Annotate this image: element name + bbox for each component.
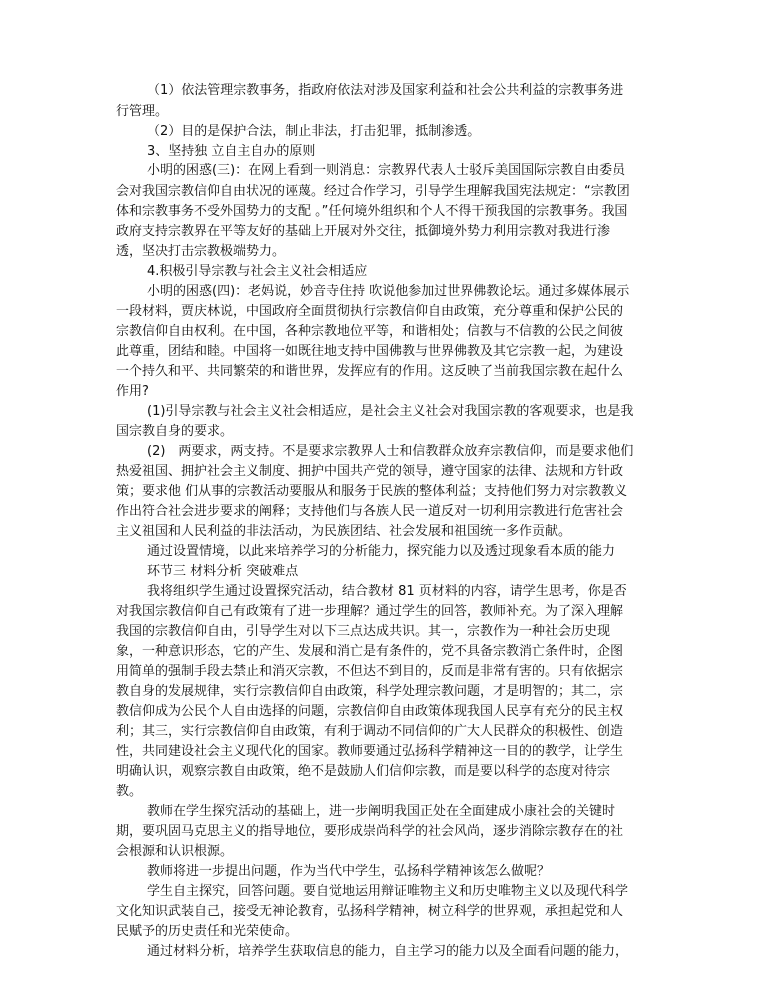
text-line: 通过设置情境，以此来培养学习的分析能力，探究能力以及透过现象看本质的能力 — [147, 544, 616, 559]
text-line: 性，共同建设社会主义现代化的国家。教师要通过弘扬科学精神这一目的的教学，让学生 — [116, 744, 624, 759]
text-line: 体和宗教事务不受外国势力的支配 。”任何境外组织和个人不得干预我国的宗教事务。我国 — [116, 204, 628, 219]
text-line: 教自身的发展规律，实行宗教信仰自由政策，科学处理宗教问题，才是明智的；其二，宗 — [116, 684, 624, 699]
text-line: 政府支持宗教界在平等友好的基础上开展对外交往，抵御境外势力利用宗教对我进行渗 — [116, 224, 611, 239]
text-line: 策；要求他 们从事的宗教活动要服从和服务于民族的整体利益；支持他们努力对宗教教义 — [116, 484, 628, 499]
text-line: （2）目的是保护合法，制止非法，打击犯罪，抵制渗透。 — [147, 124, 481, 139]
text-line: 通过材料分析，培养学生获取信息的能力，自主学习的能力以及全面看问题的能力， — [147, 944, 629, 959]
text-line: 期，要巩固马克思主义的指导地位，要形成崇尚科学的社会风尚，逐步消除宗教存在的社 — [116, 824, 624, 839]
text-line: 作用? — [116, 384, 149, 399]
text-line: 4.积极引导宗教与社会主义社会相适应 — [147, 264, 368, 279]
text-line: 教师在学生探究活动的基础上，进一步阐明我国正处在全面建成小康社会的关键时 — [147, 804, 616, 819]
text-line: 小明的困惑(三)：在网上看到一则消息：宗教界代表人士驳斥美国国际宗教自由委员 — [147, 163, 626, 178]
text-line: 民赋予的历史责任和光荣使命。 — [116, 924, 299, 939]
text-line: 利；其三，实行宗教信仰自由政策，有利于调动不同信仰的广大人民群众的积极性、创造 — [116, 724, 624, 739]
text-line: 教。 — [116, 784, 143, 799]
text-line: 会对我国宗教信仰自由状况的诬蔑。经过合作学习，引导学生理解我国宪法规定：“宗教团 — [116, 184, 630, 199]
text-line: 会根源和认识根源。 — [116, 844, 234, 859]
text-line: 宗教信仰自由权利。在中国，各种宗教地位平等，和谐相处；信教与不信教的公民之间彼 — [116, 324, 624, 339]
text-line: 国宗教自身的要求。 — [116, 424, 234, 439]
text-line: 小明的困惑(四)：老妈说，妙音寺住持 吹说他参加过世界佛教论坛。通过多媒体展示 — [147, 284, 630, 299]
text-line: 教师将进一步提出问题，作为当代中学生，弘扬科学精神该怎么做呢？ — [147, 864, 551, 879]
text-line: (1)引导宗教与社会主义社会相适应，是社会主义社会对我国宗教的客观要求，也是我 — [147, 404, 634, 419]
text-line: (2) 两要求，两支持。不是要求宗教界人士和信教群众放弃宗教信仰，而是要求他们 — [147, 444, 634, 459]
text-line: 文化知识武装自己，接受无神论教育，弘扬科学精神，树立科学的世界观，承担起党和人 — [116, 904, 624, 919]
text-line: 3、坚持独 立自主自办的原则 — [147, 144, 316, 159]
text-line: 教信仰成为公民个人自由选择的问题，宗教信仰自由政策体现我国人民享有充分的民主权 — [116, 704, 624, 719]
text-line: 作出符合社会进步要求的阐释；支持他们与各族人民一道反对一切利用宗教进行危害社会 — [116, 504, 624, 519]
text-line: 行管理。 — [116, 104, 169, 119]
text-line: 明确认识，观察宗教自由政策，绝不是鼓励人们信仰宗教，而是要以科学的态度对待宗 — [116, 764, 611, 779]
text-line: 用简单的强制手段去禁止和消灭宗教，不但达不到目的，反而是非常有害的。只有依据宗 — [116, 664, 624, 679]
text-line: 一段材料，贾庆林说，中国政府全面贯彻执行宗教信仰自由政策，充分尊重和保护公民的 — [116, 304, 624, 319]
text-line: 我国的宗教信仰自由，引导学生对以下三点达成共识。其一，宗教作为一种社会历史现 — [116, 624, 611, 639]
text-line: 环节三 材料分析 突破难点 — [147, 564, 299, 579]
text-line: 象，一种意识形态，它的产生、发展和消亡是有条件的，党不具备宗教消亡条件时，企图 — [116, 644, 624, 659]
text-line: 主义祖国和人民利益的非法活动，为民族团结、社会发展和祖国统一多作贡献。 — [116, 524, 572, 539]
text-line: 我将组织学生通过设置探究活动，结合教材 81 页材料的内容，请学生思考，你是否 — [147, 584, 627, 599]
text-line: 透，坚决打击宗教极端势力。 — [116, 244, 286, 259]
text-line: 热爱祖国、拥护社会主义制度、拥护中国共产党的领导，遵守国家的法律、法规和方针政 — [116, 464, 624, 479]
text-line: （1）依法管理宗教事务，指政府依法对涉及国家利益和社会公共利益的宗教事务进 — [147, 83, 624, 98]
text-line: 此尊重，团结和睦。中国将一如既往地支持中国佛教与世界佛教及其它宗教一起，为建设 — [116, 344, 624, 359]
text-line: 学生自主探究，回答问题。要自觉地运用辩证唯物主义和历史唯物主义以及现代科学 — [147, 884, 629, 899]
text-line: 对我国宗教信仰自己有政策有了进一步理解？通过学生的回答，教师补充。为了深入理解 — [116, 604, 624, 619]
text-line: 一个持久和平、共同繁荣的和谐世界，发挥应有的作用。这反映了当前我国宗教在起什么 — [116, 364, 624, 379]
